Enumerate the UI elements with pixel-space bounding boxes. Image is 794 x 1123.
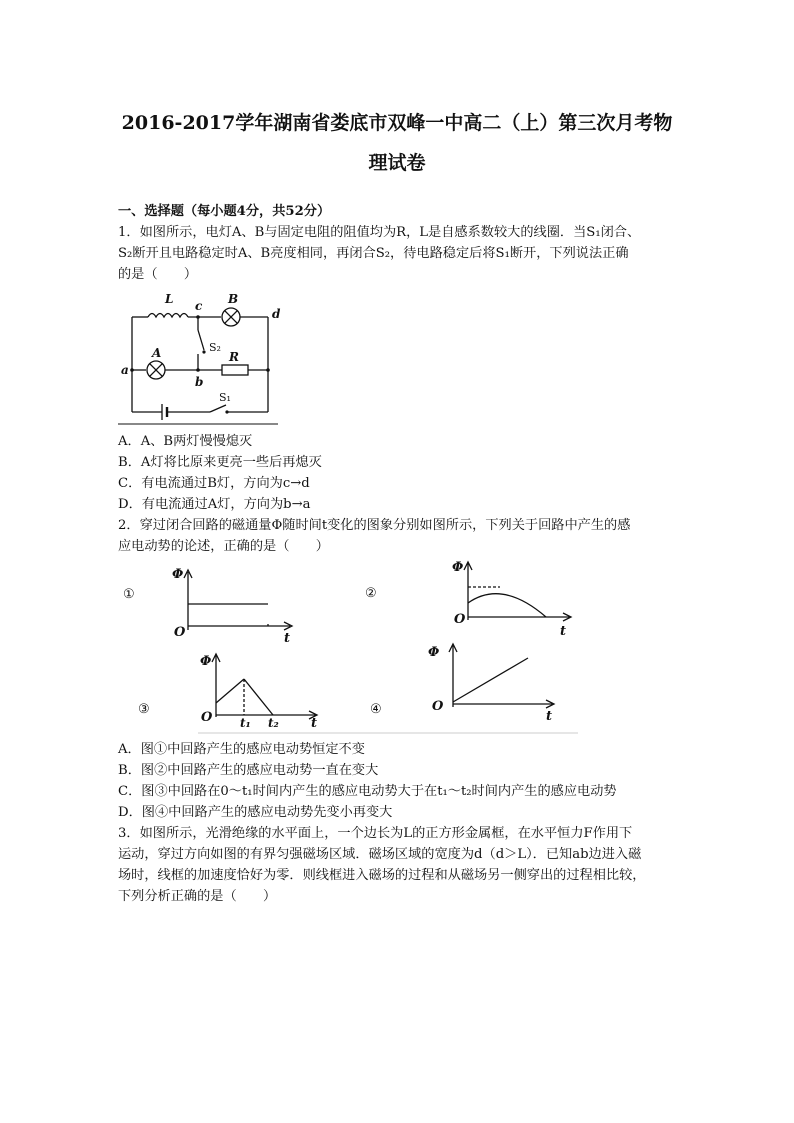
label-L: L (165, 292, 174, 306)
label-d: d (272, 307, 281, 321)
q1-option-a: A．A、B两灯慢慢熄灭 (118, 434, 253, 449)
q2-graph-1 (118, 560, 318, 645)
graph4-phi-label: Φ (428, 645, 440, 660)
section-heading: 一、选择题（每小题4分，共52分） (118, 204, 331, 219)
q2-option-b: B．图②中回路产生的感应电动势一直在变大 (118, 763, 379, 778)
graph3-phi-label: Φ (200, 654, 212, 669)
graph1-number: ① (123, 587, 135, 602)
q3-stem-line2: 运动，穿过方向如图的有界匀强磁场区域．磁场区域的宽度为d（d＞L）．已知ab边进入磁 (118, 847, 642, 862)
q2-stem-line1: 2．穿过闭合回路的磁通量Φ随时间t变化的图象分别如图所示，下列关于回路中产生的感 (118, 518, 631, 533)
q1-option-b: B．A灯将比原来更亮一些后再熄灭 (118, 455, 322, 470)
q2-stem-line2: 应电动势的论述，正确的是（ ） (118, 539, 329, 554)
exam-title-line1: 2016-2017学年湖南省娄底市双峰一中高二（上）第三次月考物 (121, 112, 673, 134)
graph3-t2-label: t₂ (268, 716, 279, 730)
graph4-origin: O (432, 699, 444, 714)
graph2-number: ② (365, 586, 377, 601)
graph3-t1-label: t₁ (240, 716, 251, 730)
q3-stem-line1: 3．如图所示，光滑绝缘的水平面上，一个边长为L的正方形金属框，在水平恒力F作用下 (118, 826, 633, 841)
graph3-origin: O (201, 710, 213, 725)
graph4-number: ④ (370, 702, 382, 717)
graph3-number: ③ (138, 702, 150, 717)
graph1-origin: O (174, 625, 186, 640)
label-B: B (228, 292, 239, 306)
q2-graph-2 (360, 555, 580, 640)
label-b: b (195, 375, 204, 389)
graph4-t-label: t (546, 709, 553, 724)
q2-option-a: A．图①中回路产生的感应电动势恒定不变 (118, 742, 365, 757)
label-A: A (152, 346, 162, 360)
graph2-origin: O (454, 612, 466, 627)
q2-option-c: C．图③中回路在0～t₁时间内产生的感应电动势大于在t₁～t₂时间内产生的感应电动势 (118, 784, 617, 799)
q1-option-d: D．有电流通过A灯，方向为b→a (118, 497, 311, 512)
q1-circuit-diagram (118, 290, 298, 425)
graph3-t-label: t (311, 716, 318, 731)
graph1-t-label: t (284, 631, 291, 646)
q3-stem-line4: 下列分析正确的是（ ） (118, 889, 277, 904)
q1-stem-line3: 的是（ ） (118, 267, 198, 282)
label-a: a (121, 363, 129, 377)
q1-stem-line1: 1．如图所示，电灯A、B与固定电阻的阻值均为R，L是自感系数较大的线圈．当S₁闭合、 (118, 225, 641, 240)
graph1-phi-label: Φ (172, 567, 184, 582)
q2-graph-4 (360, 640, 580, 725)
graph2-phi-label: Φ (452, 560, 464, 575)
label-S2: S₂ (209, 341, 221, 354)
exam-title-line2: 理试卷 (368, 152, 426, 174)
graph2-t-label: t (560, 624, 567, 639)
label-S1: S₁ (219, 391, 231, 404)
label-c: c (195, 299, 203, 313)
q1-stem-line2: S₂断开且电路稳定时A、B亮度相同，再闭合S₂，待电路稳定后将S₁断开，下列说法正确 (118, 246, 629, 261)
q3-stem-line3: 场时，线框的加速度恰好为零．则线框进入磁场的过程和从磁场另一侧穿出的过程相比较， (118, 868, 646, 883)
q2-graph-3 (118, 645, 338, 735)
q1-option-c: C．有电流通过B灯，方向为c→d (118, 476, 310, 491)
q2-option-d: D．图④中回路产生的感应电动势先变小再变大 (118, 805, 393, 820)
label-R: R (229, 350, 239, 364)
